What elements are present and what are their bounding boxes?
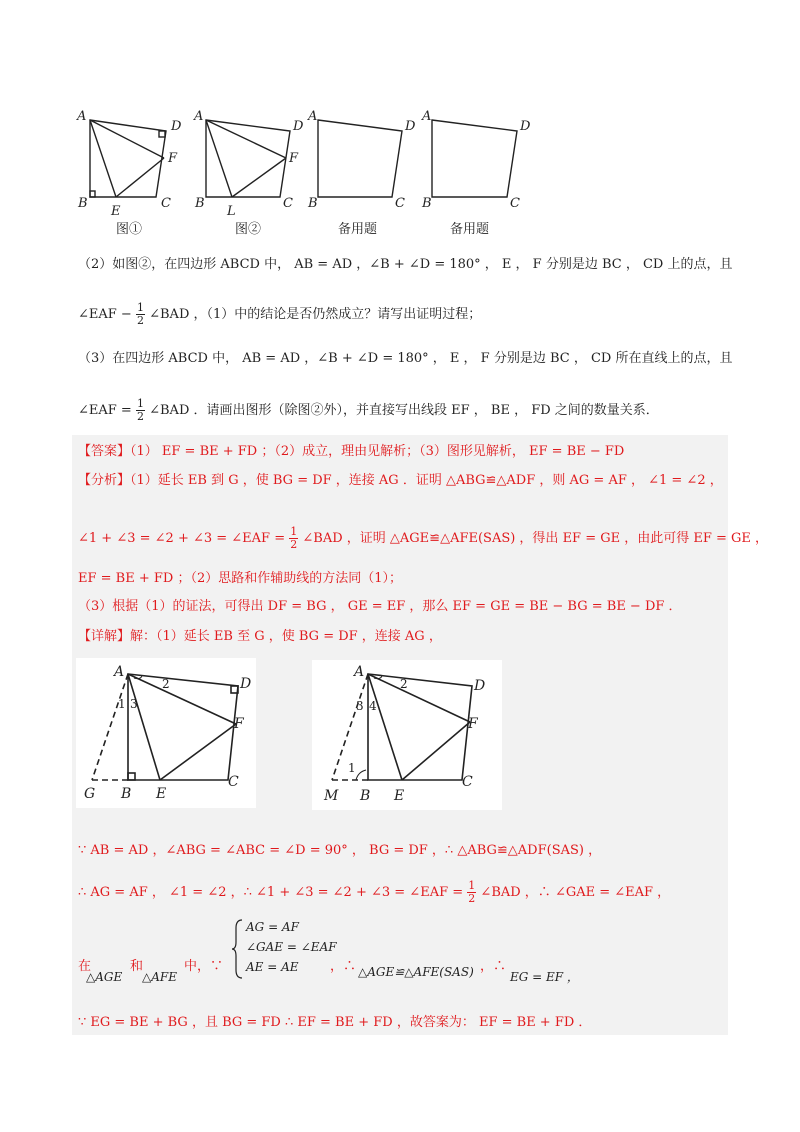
fig1-label-d: D [171, 119, 182, 134]
analysis-fraction [289, 526, 298, 551]
left-fig-label-e: E [156, 786, 167, 802]
system-row-3: AE = AE [246, 960, 299, 974]
left-fig-angle-3: 3 [130, 697, 138, 711]
detail-line-intro [78, 628, 442, 646]
answer-tag: 【答案】 [78, 444, 131, 459]
fig2-caption: 图② [235, 222, 262, 237]
step2-frac-num: 1 [468, 879, 476, 892]
left-fig-angle-2: 2 [162, 677, 170, 691]
step3-therefore-2: ，∴ [480, 959, 507, 974]
left-fig-label-d: D [240, 676, 252, 692]
right-fig-label-e: E [394, 788, 405, 804]
analysis-line-1 [78, 472, 723, 490]
proof-figure-left [76, 658, 256, 808]
step3-result: EG = EF ， [510, 970, 579, 984]
left-fig-label-g: G [84, 786, 96, 802]
q2-fraction [136, 302, 145, 327]
step3-congruent: △AGE≌△AFE(SAS) [358, 965, 474, 979]
analysis-line-4: （3）根据（1）的证法，可得出 DF = BG ， GE = EF ，那么 EF = GE = BE − BG = BE − DF ． [78, 599, 682, 614]
analysis-tag: 【分析】 [78, 473, 131, 488]
question-2-line-1: （2）如图②，在四边形 ABCD 中， AB = AD ，∠B + ∠D = 180° ， E ， F 分别是边 BC ， CD 上的点，且 [78, 257, 733, 272]
proof-step-1: ∵ AB = AD ，∠ABG = ∠ABC = ∠D = 90° ， BG = DF ，∴ △ABG≌△ADF(SAS) ， [78, 843, 602, 858]
q3-angle-eaf: ∠EAF = [78, 403, 132, 418]
left-fig-label-a: A [114, 664, 125, 680]
right-fig-angle-3: 3 [356, 699, 364, 713]
left-fig-angle-1: 1 [118, 697, 126, 711]
step3-tri-age: △AGE [86, 970, 123, 984]
q2-line-2-rest: ∠BAD ，（1）中的结论是否仍然成立？请写出证明过程； [149, 307, 482, 322]
proof-step-2 [78, 880, 670, 905]
top-figures [70, 105, 540, 240]
right-fig-label-d: D [474, 678, 486, 694]
fig4-label-a: A [422, 109, 432, 124]
fig4-label-b: B [422, 196, 432, 211]
fig2-label-f: F [289, 151, 299, 166]
right-fig-angle-4: 4 [369, 699, 377, 713]
fig1-label-c: C [161, 196, 171, 211]
step3-tri-afe: △AFE [142, 970, 177, 984]
fig4-caption: 备用题 [450, 222, 490, 237]
q3-frac-den: 2 [136, 410, 144, 423]
answer-line [78, 443, 624, 461]
step3-zhong: 中，∵ [184, 959, 224, 974]
left-fig-label-f: F [234, 716, 244, 732]
fig4-label-c: C [510, 196, 520, 211]
question-3-line-1: （3）在四边形 ABCD 中， AB = AD ，∠B + ∠D = 180° ， E ， F 分别是边 BC ， CD 所在直线上的点，且 [78, 351, 733, 366]
proof-step-2-post: ∠BAD ，∴ ∠GAE = ∠EAF ， [480, 885, 671, 900]
proof-step-2-pre: ∴ AG = AF ， ∠1 = ∠2 ，∴ ∠1 + ∠3 = ∠2 + ∠3 = ∠EAF = [78, 885, 464, 900]
right-fig-label-f: F [468, 716, 478, 732]
right-fig-angle-1: 1 [348, 761, 356, 775]
fig3-label-c: C [395, 196, 405, 211]
q3-fraction [136, 398, 145, 423]
q3-frac-num: 1 [136, 397, 144, 410]
question-2-line-2 [78, 302, 481, 327]
fig3-label-d: D [405, 119, 416, 134]
detail-tag: 【详解】 [78, 629, 131, 644]
proof-step-4: ∵ EG = BE + BG ，且 BG = FD ∴ EF = BE + FD ，故答案为： EF = BE + FD ． [78, 1015, 592, 1030]
analysis-line-2-pre: ∠1 + ∠3 = ∠2 + ∠3 = ∠EAF = [78, 531, 286, 546]
right-fig-angle-2: 2 [400, 677, 408, 691]
fig1-caption: 图① [116, 222, 143, 237]
right-fig-label-c: C [462, 774, 473, 790]
q2-frac-den: 2 [136, 314, 144, 327]
left-brace [232, 918, 244, 980]
right-fig-label-b: B [360, 788, 371, 804]
step3-he: 和 [130, 959, 144, 974]
q2-angle-eaf: ∠EAF − [78, 307, 132, 322]
system-row-1: AG = AF [246, 920, 299, 934]
fig2-label-d: D [293, 119, 304, 134]
fig2-label-e: L [227, 204, 236, 219]
analysis-frac-num: 1 [290, 525, 298, 538]
fig2-label-b: B [195, 196, 205, 211]
q2-frac-num: 1 [136, 301, 144, 314]
right-fig-label-a: A [354, 664, 365, 680]
analysis-line-3: EF = BE + FD ；（2）思路和作辅助线的方法同（1）； [78, 571, 402, 586]
fig3-label-b: B [308, 196, 318, 211]
proof-step-2-fraction [467, 880, 476, 905]
left-fig-label-b: B [121, 786, 132, 802]
question-3-line-2 [78, 398, 659, 423]
analysis-frac-den: 2 [290, 538, 298, 551]
analysis-line-2-post: ∠BAD ，证明 △AGE≌△AFE(SAS) ，得出 EF = GE ，由此可得 EF = GE ， [302, 531, 769, 546]
fig2-label-c: C [283, 196, 293, 211]
fig1-label-f: F [168, 151, 178, 166]
right-fig-label-m: M [324, 788, 339, 804]
fig1-label-e: E [111, 204, 121, 219]
proof-figure-right [312, 660, 502, 810]
step3-zai: 在 [78, 959, 92, 974]
fig2-label-a: A [194, 109, 204, 124]
q3-line-2-rest: ∠BAD ．请画出图形（除图②外），并直接写出线段 EF ， BE ， FD 之间的数量关系． [149, 403, 659, 418]
fig1-label-a: A [77, 109, 87, 124]
step2-frac-den: 2 [468, 892, 476, 905]
analysis-line-2 [78, 526, 768, 551]
fig3-label-a: A [308, 109, 318, 124]
analysis-text-1: （1）延长 EB 到 G ，使 BG = DF ，连接 AG ．证明 △ABG≌△ADF ，则 AG = AF ， ∠1 = ∠2 ， [130, 473, 723, 488]
fig4-label-d: D [520, 119, 531, 134]
congruence-system [232, 918, 337, 980]
answer-text: （1） EF = BE + FD ；（2）成立，理由见解析；（3）图形见解析， EF = BE − FD [130, 444, 625, 459]
step3-therefore-1: ，∴ [330, 959, 357, 974]
left-fig-label-c: C [228, 774, 239, 790]
system-row-2: ∠GAE = ∠EAF [246, 940, 337, 954]
fig1-label-b: B [78, 196, 88, 211]
fig3-caption: 备用题 [338, 222, 378, 237]
detail-intro: 解：（1）延长 EB 至 G ，使 BG = DF ，连接 AG ， [130, 629, 442, 644]
